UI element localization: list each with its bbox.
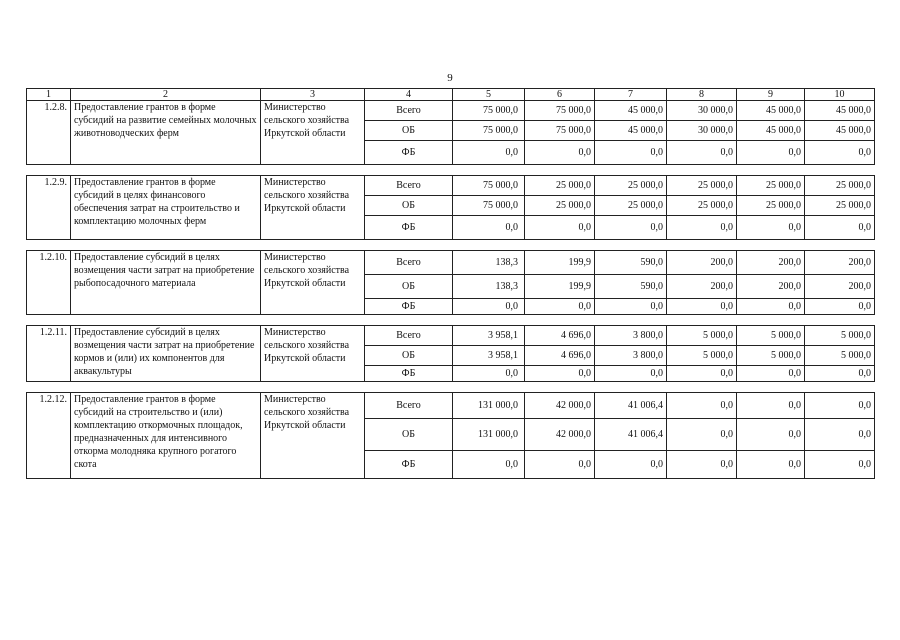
amount-cell: 0,0 — [453, 216, 525, 240]
amount-cell: 0,0 — [595, 216, 667, 240]
item-code: 1.2.9. — [27, 176, 71, 240]
amount-cell: 0,0 — [737, 216, 805, 240]
amount-cell: 25 000,0 — [595, 176, 667, 196]
item-code: 1.2.12. — [27, 393, 71, 479]
amount-cell: 25 000,0 — [805, 196, 875, 216]
amount-cell: 0,0 — [805, 299, 875, 315]
amount-cell: 45 000,0 — [805, 121, 875, 141]
amount-cell: 0,0 — [453, 141, 525, 165]
amount-cell: 42 000,0 — [525, 393, 595, 419]
amount-cell: 75 000,0 — [525, 101, 595, 121]
funding-source: Всего — [365, 251, 453, 275]
table-row — [27, 393, 875, 419]
column-header: 10 — [805, 89, 875, 101]
amount-cell: 45 000,0 — [737, 121, 805, 141]
amount-cell: 0,0 — [667, 141, 737, 165]
amount-cell: 0,0 — [805, 451, 875, 479]
amount-cell: 0,0 — [525, 299, 595, 315]
table-row — [27, 326, 875, 346]
amount-cell: 42 000,0 — [525, 419, 595, 451]
table-row — [27, 251, 875, 275]
amount-cell: 25 000,0 — [595, 196, 667, 216]
amount-cell: 0,0 — [453, 366, 525, 382]
amount-cell: 590,0 — [595, 251, 667, 275]
amount-cell: 199,9 — [525, 275, 595, 299]
amount-cell: 5 000,0 — [737, 326, 805, 346]
amount-cell: 590,0 — [595, 275, 667, 299]
responsible-organization: Министерство сельского хозяйства Иркутской области — [261, 176, 365, 240]
amount-cell: 5 000,0 — [805, 326, 875, 346]
amount-cell: 138,3 — [453, 251, 525, 275]
group-spacer — [27, 382, 875, 393]
funding-source: ОБ — [365, 346, 453, 366]
group-spacer — [27, 165, 875, 176]
amount-cell: 0,0 — [525, 451, 595, 479]
column-header: 2 — [71, 89, 261, 101]
amount-cell: 0,0 — [453, 451, 525, 479]
amount-cell: 45 000,0 — [595, 101, 667, 121]
amount-cell: 0,0 — [737, 141, 805, 165]
item-code: 1.2.10. — [27, 251, 71, 315]
amount-cell: 0,0 — [525, 216, 595, 240]
amount-cell: 200,0 — [667, 251, 737, 275]
funding-source: ОБ — [365, 196, 453, 216]
funding-source: ФБ — [365, 299, 453, 315]
funding-source: Всего — [365, 176, 453, 196]
amount-cell: 30 000,0 — [667, 121, 737, 141]
funding-source: Всего — [365, 393, 453, 419]
amount-cell: 5 000,0 — [667, 326, 737, 346]
item-name: Предоставление субсидий в целях возмещения части затрат на приобретение кормов и (или) их компонентов для аквакультуры — [71, 326, 261, 382]
funding-source: ОБ — [365, 275, 453, 299]
amount-cell: 5 000,0 — [805, 346, 875, 366]
amount-cell: 0,0 — [667, 393, 737, 419]
amount-cell: 0,0 — [805, 141, 875, 165]
item-name: Предоставление грантов в форме субсидий в целях финансового обеспечения затрат на строительство и комплектацию молочных ферм — [71, 176, 261, 240]
amount-cell: 138,3 — [453, 275, 525, 299]
amount-cell: 25 000,0 — [525, 196, 595, 216]
funding-source: ФБ — [365, 366, 453, 382]
amount-cell: 0,0 — [595, 366, 667, 382]
amount-cell: 75 000,0 — [453, 121, 525, 141]
amount-cell: 25 000,0 — [737, 176, 805, 196]
funding-source: Всего — [365, 326, 453, 346]
funding-table — [26, 88, 875, 479]
amount-cell: 0,0 — [667, 216, 737, 240]
amount-cell: 45 000,0 — [805, 101, 875, 121]
amount-cell: 0,0 — [525, 141, 595, 165]
amount-cell: 0,0 — [737, 366, 805, 382]
amount-cell: 0,0 — [667, 366, 737, 382]
amount-cell: 0,0 — [667, 451, 737, 479]
amount-cell: 199,9 — [525, 251, 595, 275]
responsible-organization: Министерство сельского хозяйства Иркутской области — [261, 101, 365, 165]
table-row — [27, 176, 875, 196]
amount-cell: 0,0 — [805, 366, 875, 382]
table-header-row — [27, 89, 875, 101]
column-header: 9 — [737, 89, 805, 101]
amount-cell: 5 000,0 — [667, 346, 737, 366]
funding-source: Всего — [365, 101, 453, 121]
amount-cell: 25 000,0 — [805, 176, 875, 196]
item-name: Предоставление грантов в форме субсидий на развитие семейных молочных животноводческих ферм — [71, 101, 261, 165]
amount-cell: 25 000,0 — [737, 196, 805, 216]
amount-cell: 25 000,0 — [525, 176, 595, 196]
amount-cell: 25 000,0 — [667, 196, 737, 216]
amount-cell: 200,0 — [805, 275, 875, 299]
amount-cell: 0,0 — [805, 393, 875, 419]
amount-cell: 75 000,0 — [453, 196, 525, 216]
amount-cell: 5 000,0 — [737, 346, 805, 366]
column-header: 6 — [525, 89, 595, 101]
amount-cell: 25 000,0 — [667, 176, 737, 196]
amount-cell: 75 000,0 — [453, 176, 525, 196]
amount-cell: 41 006,4 — [595, 393, 667, 419]
amount-cell: 200,0 — [667, 275, 737, 299]
amount-cell: 0,0 — [737, 451, 805, 479]
amount-cell: 0,0 — [805, 419, 875, 451]
amount-cell: 0,0 — [667, 419, 737, 451]
amount-cell: 75 000,0 — [525, 121, 595, 141]
responsible-organization: Министерство сельского хозяйства Иркутской области — [261, 326, 365, 382]
amount-cell: 0,0 — [525, 366, 595, 382]
amount-cell: 0,0 — [737, 299, 805, 315]
item-code: 1.2.8. — [27, 101, 71, 165]
amount-cell: 0,0 — [595, 299, 667, 315]
amount-cell: 200,0 — [737, 251, 805, 275]
amount-cell: 3 958,1 — [453, 326, 525, 346]
column-header: 3 — [261, 89, 365, 101]
column-header: 8 — [667, 89, 737, 101]
amount-cell: 131 000,0 — [453, 393, 525, 419]
amount-cell: 45 000,0 — [595, 121, 667, 141]
funding-source: ФБ — [365, 216, 453, 240]
amount-cell: 200,0 — [737, 275, 805, 299]
funding-source: ОБ — [365, 121, 453, 141]
amount-cell: 3 800,0 — [595, 326, 667, 346]
funding-source: ФБ — [365, 141, 453, 165]
funding-source: ОБ — [365, 419, 453, 451]
amount-cell: 4 696,0 — [525, 346, 595, 366]
amount-cell: 0,0 — [737, 419, 805, 451]
table-row — [27, 101, 875, 121]
column-header: 4 — [365, 89, 453, 101]
item-name: Предоставление субсидий в целях возмещения части затрат на приобретение рыбопосадочного материала — [71, 251, 261, 315]
amount-cell: 3 958,1 — [453, 346, 525, 366]
group-spacer — [27, 315, 875, 326]
item-code: 1.2.11. — [27, 326, 71, 382]
amount-cell: 200,0 — [805, 251, 875, 275]
amount-cell: 45 000,0 — [737, 101, 805, 121]
item-name: Предоставление грантов в форме субсидий на строительство и (или) комплектацию откормочных площадок, предназначенных для интенсивного откорма молодняка крупного рогатого скота — [71, 393, 261, 479]
responsible-organization: Министерство сельского хозяйства Иркутской области — [261, 393, 365, 479]
amount-cell: 0,0 — [595, 141, 667, 165]
page-number: 9 — [447, 72, 453, 84]
group-spacer — [27, 240, 875, 251]
column-header: 7 — [595, 89, 667, 101]
amount-cell: 41 006,4 — [595, 419, 667, 451]
amount-cell: 0,0 — [805, 216, 875, 240]
amount-cell: 75 000,0 — [453, 101, 525, 121]
amount-cell: 0,0 — [595, 451, 667, 479]
amount-cell: 0,0 — [453, 299, 525, 315]
amount-cell: 4 696,0 — [525, 326, 595, 346]
amount-cell: 0,0 — [737, 393, 805, 419]
column-header: 5 — [453, 89, 525, 101]
column-header: 1 — [27, 89, 71, 101]
amount-cell: 30 000,0 — [667, 101, 737, 121]
amount-cell: 3 800,0 — [595, 346, 667, 366]
funding-source: ФБ — [365, 451, 453, 479]
amount-cell: 0,0 — [667, 299, 737, 315]
amount-cell: 131 000,0 — [453, 419, 525, 451]
responsible-organization: Министерство сельского хозяйства Иркутской области — [261, 251, 365, 315]
